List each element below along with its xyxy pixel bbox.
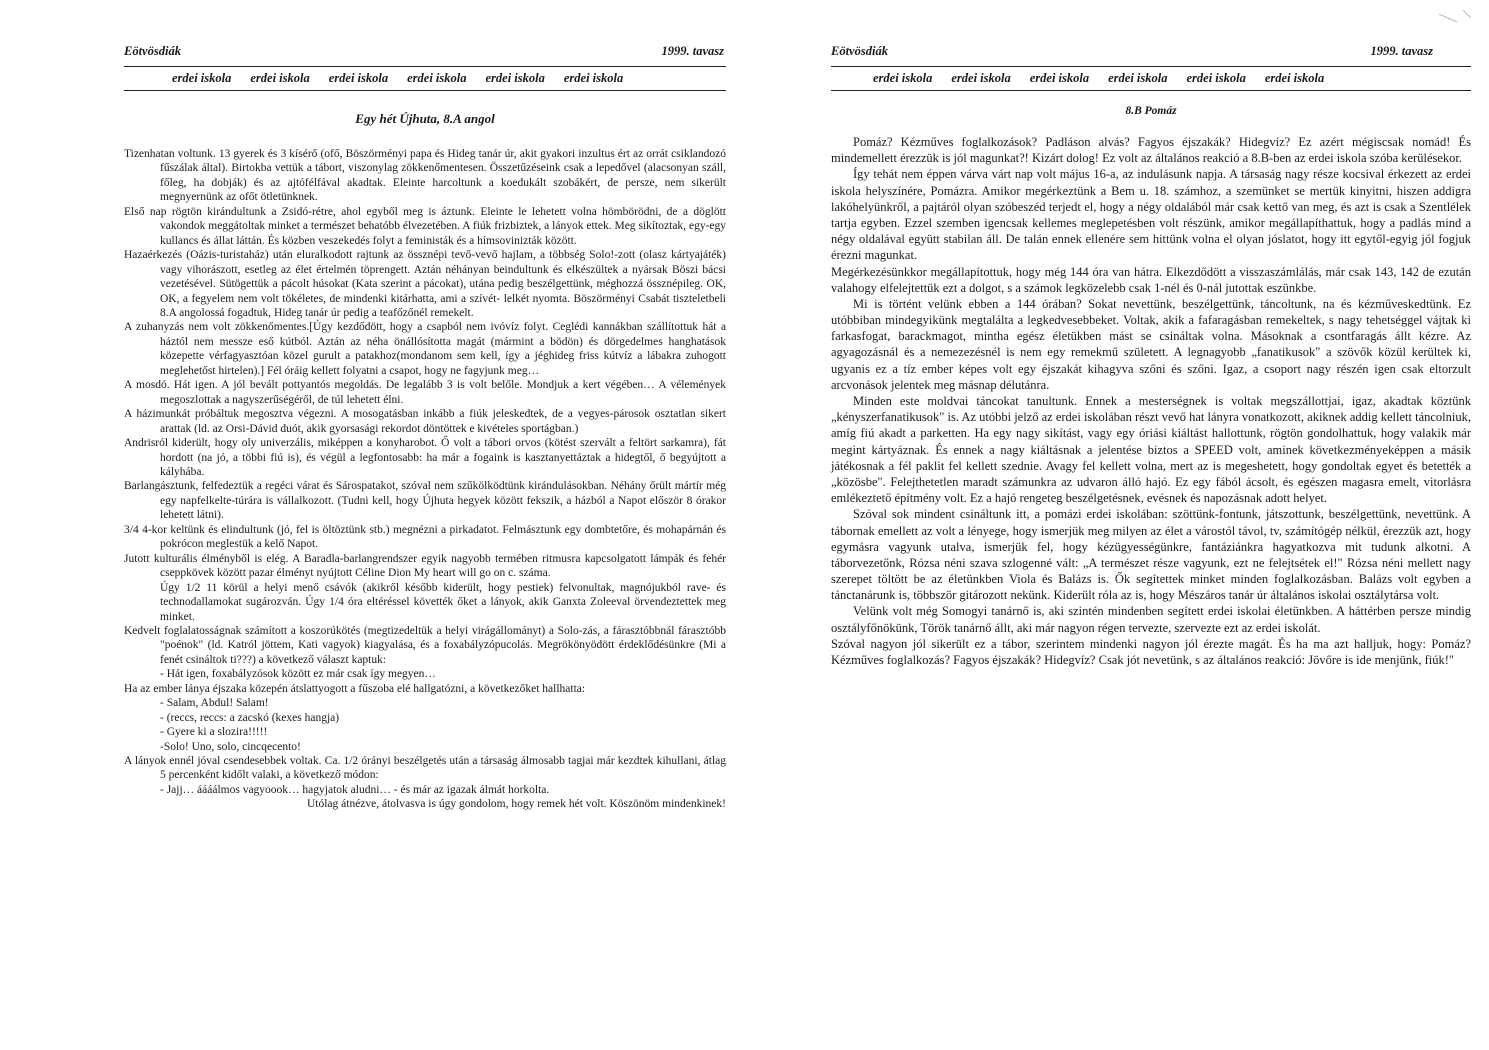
article-body: [831, 134, 1471, 668]
section-band-label: erdei iskola: [328, 71, 389, 85]
paragraph: A zuhanyzás nem volt zökkenőmentes.[Úgy kezdődött, hogy a csapból nem ivóvíz folyt. Ceglédi kannákban szállítottuk hát a háztól nem messze eső kútból. Aztán az néha önállósította magát (mármint a bödön) és dörgedelmes hanghatások közepette vérfagyasztóan közel gurult a patakhoz(mondanom sem kell, így a jéghideg friss kútvíz a lábakra zuhogott meglehetőst hirtelen).] Fél óráig kellett folyatni a csapot, hogy ne fagyjunk meg…: [124, 321, 726, 377]
section-band-label: erdei iskola: [1029, 71, 1090, 85]
section-band: [873, 71, 1343, 86]
paragraph: Mi is történt velünk ebben a 144 órában? Sokat nevettünk, beszélgettünk, táncoltunk, na és kézműveskedtünk. Ez utóbbiban mindegyikünk megtalálta a legkedvesebbeket. Voltak, akik a fafaragásban remekeltek, s nagy tehetséggel vájtak ki farkasfogat, barackmagot, mintha egész életükben mást se csináltak volna. Másoknak a csontfaragás állt kézre. Az agyagozásnál és a nemezezésnél is nem egy remekmű született. A legnagyobb „fanatikusok" a szövők közül kerültek ki, ugyanis ez a tíz ember képes volt egy éjszakát kihagyva szőni és szőni. Igaz, a csoport nagy részén igen csak eltorzult arcvonások jelentek meg másnap délutánra.: [831, 296, 1471, 392]
section-band-label: erdei iskola: [951, 71, 1011, 85]
left-page-header: [124, 44, 724, 59]
paragraph: Pomáz? Kézműves foglalkozások? Padláson alvás? Fagyos éjszakák? Hidegvíz? Ez azért mégiscsak nomád! És mindemellett érezzük is jól magunkat?! Kizárt dolog! Ez volt az általános reakció a 8.B-ben az erdei iskola szóba kerülésekor.: [831, 135, 1471, 166]
section-rule: [124, 90, 726, 91]
paragraph: Megérkezésünkkor megállapítottuk, hogy még 144 óra van hátra. Elkezdődött a visszaszámlálás, már csak 143, 142 de ezután valahogy elfelejtettük ezt a dolgot, s a számok legközelebb csak 1-nél és 0-nál jutottak eszünkbe.: [831, 264, 1471, 295]
article-title: Egy hét Újhuta, 8.A angol: [355, 111, 495, 126]
paragraph: Velünk volt még Somogyi tanárnő is, aki szintén mindenben segített erdei iskolai életünkben. A háttérben persze mindig osztályfőnökünk, Török tanárnő állt, aki már nagyon régen tervezte, szervezte ezt az erdei iskolát.: [831, 604, 1471, 635]
paragraph: Hazaérkezés (Oázis-turistaház) után eluralkodott rajtunk az össznépi tevő-vevő hajlam, a többség Solo!-zott (olasz kártyajáték) vagy vihorászott, esetleg az élet értelmén töprengett. Aztán néhányan beindultunk és elkészültek a nyársak Böszi bácsi vezetésével. Sütögettük a pácolt húsokat (Kata szerint a pácokat), utána pedig beszélgettünk, méghozzá össznépileg. OK, OK, a fegyelem nem volt tökéletes, de mindenki kitárhatta, ami a szívét- lelkét nyomta. Böszörményi Csabát tiszteletbeli 8.A angolossá fogadtuk, Hideg tanár úr pedig a teafőzőnél remekelt.: [124, 249, 726, 319]
paragraph: Így tehát nem éppen várva várt nap volt május 16-a, az indulásunk napja. A társaság nagy része kocsival érkezett az erdei iskola helyszínére, Pomázra. Amikor megérkeztünk a Bem u. 18. számhoz, a szemünket se mertük kinyitni, hiszen addigra lakóhelyünkről, a pajtáról olyan szóbeszéd terjedt el, hogy a négy oldalából már csak kettő van meg, és azt is csak a Szentlélek tartja egyben. Ezzel szemben igencsak kellemes meglepetésben volt részünk, amikor megállapíthattuk, hogy a padlás mind a négy oldalával együtt stabilan áll. De talán ennek ellenére sem hittünk volna el olyan jóslatot, hogy itt egytől-egyig jól fogjuk érezni magunkat.: [831, 167, 1471, 263]
paragraph: -Solo! Uno, solo, cincqecento!: [160, 740, 301, 753]
paragraph: - Jajj… áááálmos vagyoook… hagyjatok aludni… - és már az igazak álmát horkolta.: [160, 783, 550, 796]
section-band-label: erdei iskola: [485, 71, 545, 85]
section-rule: [831, 90, 1471, 91]
section-band-label: erdei iskola: [172, 71, 232, 85]
paragraph: - Salam, Abdul! Salam!: [160, 697, 269, 710]
paragraph: - Hát igen, foxabályzósok között ez már csak így megyen…: [160, 668, 436, 681]
paragraph: - (reccs, reccs: a zacskó (kexes hangja): [160, 711, 340, 724]
section-band-label: erdei iskola: [563, 71, 624, 85]
paragraph: Kedvelt foglalatosságnak számított a koszorúkötés (megtizedeltük a helyi virágállományt) a Solo-zás, a fárasztóbbnál fárasztóbb "poénok" (ld. Katról jöttem, Kati vagyok) kiagyalása, és a foxabályzópucolás. Megrökönyödött érdeklődésünkre (Mi a fenét csináltok ti???) a következő választ kaptuk:: [124, 624, 726, 666]
paragraph: Szóval sok mindent csináltunk itt, a pomázi erdei iskolában: szöttünk-fontunk, játszottunk, beszélgettünk, nevettünk. A tábornak emellett az volt a lényege, hogy ismerjük meg milyen az élet a várostól távol, tv, számítógép nélkül, érezzük azt, hogy egymásra vagyunk utalva, ismerjük fel, hogy kézügyességünkre, fantáziánkra hagyatkozva mit tudunk alkotni. A táborvezetőnk, Rózsa néni szava szlogenné vált: „A természet része vagyunk, ezt ne felejtsétek el!" Rózsa néni mellett nagy szerepet töltött be az életünkben Viola és Balázs is. Ők segítettek minket minden foglalkozásban. Balázs volt egyben a tánctanárunk is, többször gitározott nekünk. Kiderült róla az is, hogy Mészáros tanár úr általános iskolai osztálytársa volt.: [831, 507, 1471, 603]
section-band: [172, 71, 642, 86]
header-rule: [831, 66, 1471, 67]
section-band-label: erdei iskola: [873, 71, 933, 85]
issue-label: 1999. tavasz: [661, 44, 724, 58]
section-band-label: erdei iskola: [1186, 71, 1246, 85]
magazine-name: Eötvösdiák: [831, 44, 888, 58]
magazine-name: Eötvösdiák: [124, 44, 181, 58]
paragraph: A mosdó. Hát igen. A jól bevált pottyantós megoldás. De legalább 3 is volt belőle. Mondjuk a kert végében… A vélemények megoszlottak a nagyszerűségéről, de túl lehetett élni.: [124, 379, 726, 406]
section-band-label: erdei iskola: [1264, 71, 1325, 85]
paragraph: A házimunkát próbáltuk megosztva végezni. A mosogatásban inkább a fiúk jeleskedtek, de a vegyes-párosok osztatlan sikert arattak (ld. az Orsi-Dávid duót, akik gyorsasági rekordot döntöttek e kivételes sportágban.): [124, 408, 726, 435]
paragraph: Minden este moldvai táncokat tanultunk. Ennek a mesterségnek is voltak megszállottjai, igaz, akadtak köztünk „kényszerfanatikusok" is. Az utóbbi jelző az erdei iskolában részt vevő hat lányra vonatkozott, akiknek addig kellett táncolniuk, amíg fiú akadt a parketten. Ha egy nagy sikítást, vagy egy óriási kiáltást hallottunk, rögtön gondolhattuk, hogy valakik már megint kártyáznak. És ennek a nagy kiáltásnak a jelentése biztos a SPEED volt, aminek következményeképpen a másik játékosnak a fél paklit fel kellett szednie. Avagy fel kellett volna, mert az is megeshetett, hogy gondoltak egyet és betették a „közösbe". Felejthetetlen maradt számunkra az udvaron álló hajó. Ez egy fából ácsolt, és egészen magasra emelt, vitorlásra emlékeztető építmény volt. Ez a hajó rengeteg beszélgetésnek, evésnek és napozásnak adott helyet.: [831, 394, 1471, 506]
scan-artifact-mark: [1435, 8, 1475, 28]
article-title: 8.B Pomáz: [1125, 105, 1177, 117]
paragraph: Barlangásztunk, felfedeztük a regéci várat és Sárospatakot, szóval nem szűkölködtünk kirándulásokban. Néhány őrült mártír még egy napfelkelte-túrára is vállalkozott. (Tudni kell, hogy Újhuta hegyek között fekszik, a házból a Napot először 8 órakor lehetett látni).: [124, 480, 726, 522]
article-body: [124, 147, 726, 812]
right-page-header: [831, 44, 1433, 59]
paragraph: Úgy 1/2 11 körül a helyi menő csávók (akikről később kiderült, hogy pestiek) felvonultak, magnójukból rave- és technodallamokat sugározván. Úgy 1/4 óra eltéréssel követték őket a lányok, akik Ganxta Zoleeval örvendeztettek meg minket.: [160, 581, 726, 623]
paragraph: Andrisról kiderült, hogy oly univerzális, miképpen a konyharobot. Ő volt a tábori orvos (kötést szervált a feltört sarkamra), fát hordott (na jó, a többi fiú is), és végül a legfontosabb: ha már a fogaink is kasztanyettáztak a hidegtől, ő begyújtott a kályhába.: [124, 437, 726, 478]
right-page: [745, 0, 1489, 1050]
paragraph: Ha az ember lánya éjszaka közepén átslattyogott a fűszoba elé hallgatózni, a következőket hallhatta:: [124, 682, 586, 695]
section-band-label: erdei iskola: [250, 71, 310, 85]
issue-label: 1999. tavasz: [1370, 44, 1433, 58]
paragraph: A lányok ennél jóval csendesebbek voltak. Ca. 1/2 órányi beszélgetés után a társaság álmosabb tagjai már kezdtek kihullani, átlag 5 percenként kidőlt valaki, a következő módon:: [124, 755, 726, 782]
paragraph: 3/4 4-kor keltünk és elindultunk (jó, fel is öltöztünk stb.) megnézni a pirkadatot. Felmásztunk egy dombtetőre, és mohapárnán és pokrócon meglestük a kelő Napot.: [124, 523, 726, 551]
section-band-label: erdei iskola: [1108, 71, 1168, 85]
section-band-label: erdei iskola: [407, 71, 467, 85]
paragraph: - Gyere ki a slozira!!!!!: [160, 726, 268, 739]
paragraph: Tizenhatan voltunk. 13 gyerek és 3 kísérő (ofő, Böszörményi papa és Hideg tanár úr, akit gyakori inzultus ért az orrát csiklandozó fűszálak által). Birtokba vettük a tábort, viszonylag zökkenőmentesen. Összetűzéseink csak a lepedővel (alacsonyan száll, főleg, ha dobják) és az ajtófélfával akadtak. Eleinte harcoltunk a koedukált szobákért, de persze, nem sikerült megnyernünk az ofőt ötletünknek.: [124, 148, 726, 204]
header-rule: [124, 66, 726, 67]
paragraph: Jutott kulturális élményből is elég. A Baradla-barlangrendszer egyik nagyobb termében ritmusra kapcsolgatott lámpák és fehér cseppkövek között pazar élményt nyújtott Céline Dion My heart will go on c. száma.: [124, 552, 726, 580]
paragraph: Utólag átnézve, átolvasva is úgy gondolom, hogy remek hét volt. Köszönöm mindenkinek!: [306, 798, 726, 811]
paragraph: Első nap rögtön kirándultunk a Zsidó-rétre, ahol egyből meg is áztunk. Eleinte le lehetett volna hömbörödni, de a döglött vakondok meggátoltak minket a természet behatóbb élvezetében. A fiúk frizbiztek, a lányok ettek. Meg sikítoztak, egy-egy kullancs és állat láttán. És közben veszekedés folyt a feministák és a hímsovinizták között.: [124, 205, 726, 247]
paragraph: Szóval nagyon jól sikerült ez a tábor, szerintem mindenki nagyon jól érezte magát. És ha ma azt halljuk, hogy: Pomáz? Kézműves foglalkozás? Fagyos éjszakák? Hidegvíz? Csak jót nevetünk, s az általános reakció: Jövőre is ide menjünk, fiúk!": [831, 636, 1471, 667]
